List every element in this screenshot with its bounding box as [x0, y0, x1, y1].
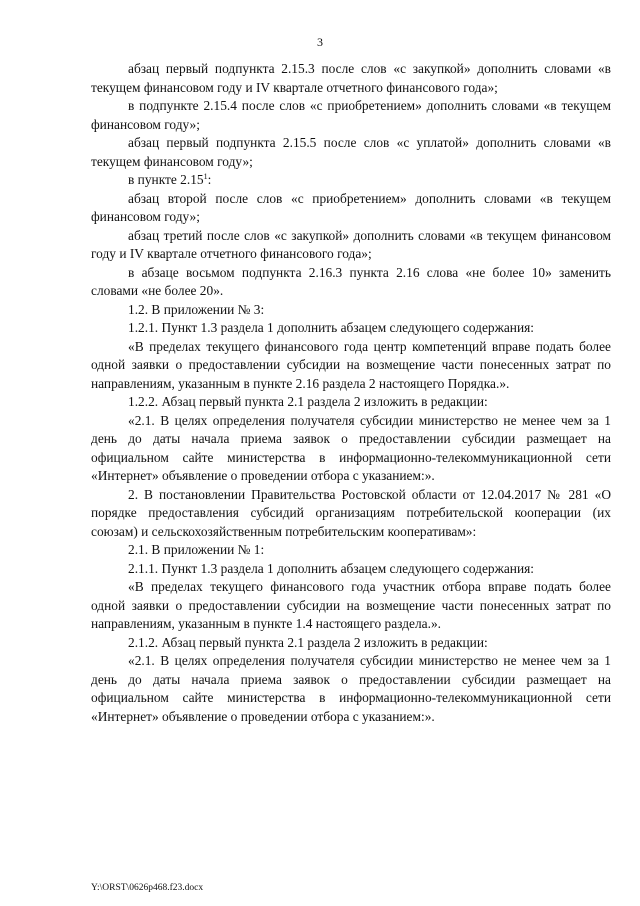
paragraph: «2.1. В целях определения получателя субсидии министерство не менее чем за 1 день до даты начала приема заявок о предоставлении субсидии размещает на официальном сайте министерства в информационно-телекоммуникационной сети «Интернет» объявление о проведении отбора с указанием:».	[91, 653, 611, 724]
paragraph: абзац первый подпункта 2.15.5 после слов «с уплатой» дополнить словами «в текущем финансовом году»;	[91, 135, 611, 169]
paragraph-with-superscript	[91, 171, 611, 190]
paragraph: в абзаце восьмом подпункта 2.16.3 пункта 2.16 слова «не более 10» заменить словами «не более 20».	[91, 264, 611, 298]
paragraph: «В пределах текущего финансового года участник отбора вправе подать более одной заявки о предоставлении субсидии на возмещение части понесенных затрат по направлениям, указанным в пункте 1.4 настоящего раздела.».	[91, 579, 611, 631]
document-body	[91, 60, 611, 726]
paragraph: абзац второй после слов «с приобретением» дополнить словами «в текущем финансовом году»;	[91, 190, 611, 224]
paragraph: 2.1.1. Пункт 1.3 раздела 1 дополнить абзацем следующего содержания:	[128, 560, 534, 576]
text-before: в пункте 2.15	[128, 172, 204, 187]
paragraph: абзац третий после слов «с закупкой» дополнить словами «в текущем финансовом году и IV квартале отчетного финансового года»;	[91, 227, 611, 261]
text-after: :	[207, 172, 212, 187]
page-number: 3	[317, 35, 323, 49]
paragraph: «2.1. В целях определения получателя субсидии министерство не менее чем за 1 день до даты начала приема заявок о предоставлении субсидии размещает на официальном сайте министерства в информационно-телекоммуникационной сети «Интернет» объявление о проведении отбора с указанием:».	[91, 412, 611, 483]
superscript: 1	[203, 172, 208, 181]
file-path-footer: Y:\ORST\0626p468.f23.docx	[91, 883, 204, 893]
paragraph: 1.2.2. Абзац первый пункта 2.1 раздела 2 изложить в редакции:	[128, 394, 488, 409]
paragraph: 2. В постановлении Правительства Ростовской области от 12.04.2017 № 281 «О порядке предоставления субсидий организациям потребительской кооперации (их союзам) и сельскохозяйственным потребительским кооперативам»:	[91, 486, 611, 539]
paragraph: 1.2. В приложении № 3:	[128, 301, 265, 317]
paragraph: в подпункте 2.15.4 после слов «с приобретением» дополнить словами «в текущем финансовом году»;	[91, 98, 611, 132]
paragraph: абзац первый подпункта 2.15.3 после слов «с закупкой» дополнить словами «в текущем финансовом году и IV квартале отчетного финансового года»;	[91, 61, 611, 95]
paragraph: 1.2.1. Пункт 1.3 раздела 1 дополнить абзацем следующего содержания:	[128, 320, 534, 335]
paragraph: 2.1. В приложении № 1:	[128, 542, 265, 557]
paragraph: «В пределах текущего финансового года центр компетенций вправе подать более одной заявки о предоставлении субсидии на возмещение части понесенных затрат по направлениям, указанным в пункте 2.16 раздела 2 настоящего Порядка.».	[91, 338, 611, 391]
paragraph: 2.1.2. Абзац первый пункта 2.1 раздела 2 изложить в редакции:	[128, 634, 488, 650]
